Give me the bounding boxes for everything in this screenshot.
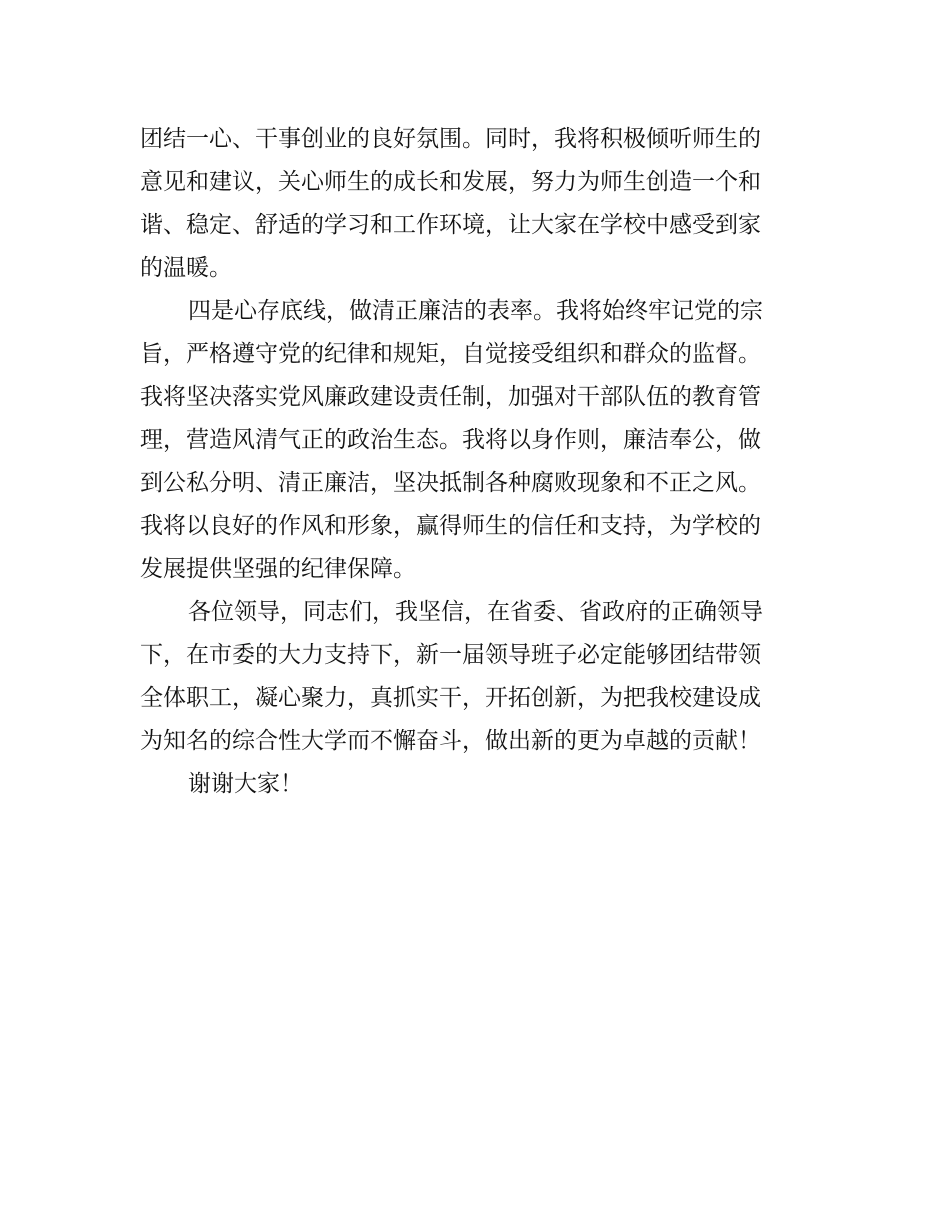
text-line: 我将坚决落实党风廉政建设责任制，加强对干部队伍的教育管 [140, 384, 761, 410]
text-line: 全体职工，凝心聚力，真抓实干，开拓创新，为把我校建设成 [140, 685, 761, 711]
text-line: 谐、稳定、舒适的学习和工作环境，让大家在学校中感受到家 [140, 212, 761, 238]
text-line: 我将以良好的作风和形象，赢得师生的信任和支持，为学校的 [140, 513, 761, 539]
text-line: 下，在市委的大力支持下，新一届领导班子必定能够团结带领 [140, 642, 761, 668]
text-line: 团结一心、干事创业的良好氛围。同时，我将积极倾听师生的 [140, 126, 761, 152]
text-line: 各位领导，同志们，我坚信，在省委、省政府的正确领导 [188, 599, 763, 625]
paragraph-thanks [140, 763, 812, 806]
text-line: 旨，严格遵守党的纪律和规矩，自觉接受组织和群众的监督。 [140, 341, 761, 367]
text-line: 理，营造风清气正的政治生态。我将以身作则，廉洁奉公，做 [140, 427, 761, 453]
text-line: 四是心存底线，做清正廉洁的表率。我将始终牢记党的宗 [188, 298, 763, 324]
text-line: 为知名的综合性大学而不懈奋斗，做出新的更为卓越的贡献！ [140, 728, 761, 754]
paragraph-integrity [140, 290, 812, 591]
text-line: 意见和建议，关心师生的成长和发展，努力为师生创造一个和 [140, 169, 761, 195]
document-body [140, 118, 812, 806]
text-line: 到公私分明、清正廉洁，坚决抵制各种腐败现象和不正之风。 [140, 470, 761, 496]
paragraph-conclusion [140, 591, 812, 763]
text-line: 的温暖。 [140, 255, 232, 281]
text-line: 谢谢大家！ [188, 771, 303, 797]
paragraph-continuation [140, 118, 812, 290]
text-line: 发展提供坚强的纪律保障。 [140, 556, 416, 582]
